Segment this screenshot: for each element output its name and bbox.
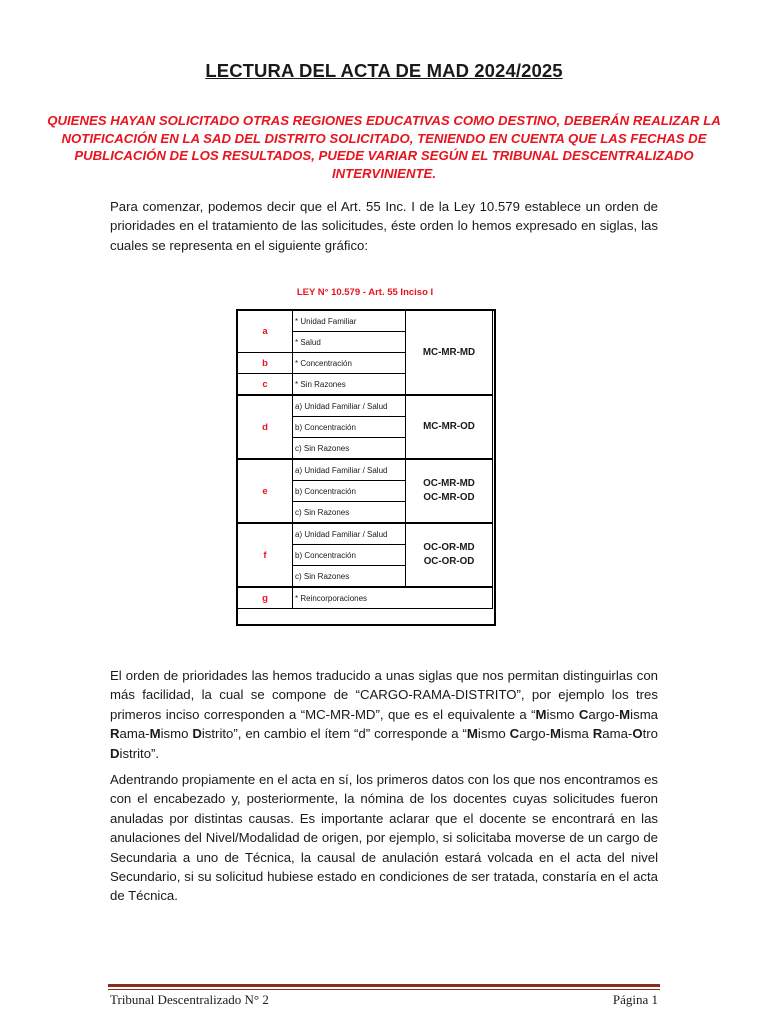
bold-initial: O [632, 726, 643, 742]
item-cell: c) Sin Razones [293, 438, 406, 460]
text-span: isma [630, 706, 659, 722]
text-span: tro [642, 726, 658, 742]
bold-initial: C [509, 726, 520, 742]
text-span: El orden de prioridades las hemos traducido a unas siglas que nos permitan distinguirlas con más facilidad, la cual se compone de “CARGO-RAMA-DISTRITO”, por ejemplo los tres primeros inciso corresponden a “MC-MR-MD”, que es el equivalente a “ [110, 668, 658, 722]
code-line: OC-MR-MD [423, 478, 475, 489]
item-cell: * Salud [293, 332, 406, 353]
item-cell: a) Unidad Familiar / Salud [293, 523, 406, 545]
text-span: istrito”. [119, 745, 160, 761]
code-line: OC-MR-OD [423, 492, 475, 503]
priority-table [237, 310, 493, 609]
item-cell: c) Sin Razones [293, 502, 406, 524]
item-cell: * Concentración [293, 353, 406, 374]
code-cell [406, 459, 493, 523]
text-span: ismo [477, 726, 510, 742]
text-span: ama- [602, 726, 633, 742]
item-cell: b) Concentración [293, 545, 406, 566]
bold-initial: M [535, 706, 547, 722]
acronym-paragraph [110, 666, 658, 763]
bold-initial: M [619, 706, 631, 722]
text-span: istrito”, en cambio el ítem “d” corresponde a “ [201, 726, 467, 742]
code-line: OC-OR-MD [423, 542, 475, 553]
table-row [238, 311, 493, 332]
footer-rule-thin [108, 989, 660, 990]
item-cell: * Sin Razones [293, 374, 406, 396]
footer-rule-thick [108, 984, 660, 987]
notice-text: QUIENES HAYAN SOLICITADO OTRAS REGIONES EDUCATIVAS COMO DESTINO, DEBERÁN REALIZAR LA NOTIFICACIÓN EN LA SAD DEL DISTRITO SOLICITADO, TENIENDO EN CUENTA QUE LAS FECHAS DE PUBLICACIÓN DE LOS RESULTADOS, PUEDE VARIAR SEGÚN EL TRIBUNAL DESCENTRALIZADO INTERVINIENTE. [47, 113, 721, 181]
code-cell [406, 523, 493, 587]
item-cell: * Unidad Familiar [293, 311, 406, 332]
item-cell: b) Concentración [293, 481, 406, 502]
text-span: argo- [588, 706, 620, 722]
bold-initial: D [110, 745, 120, 761]
item-cell: a) Unidad Familiar / Salud [293, 395, 406, 417]
acta-paragraph: Adentrando propiamente en el acta en sí, los primeros datos con los que nos encontramos es con el encabezado y, posteriormente, la nómina de los docentes cuyas solicitudes fueron anuladas por distintas causas. Es importante aclarar que el docente se encontrará en las anulaciones del Nivel/Modalidad de origen, por ejemplo, si solicitaba moverse de un cargo de Secundaria a uno de Técnica, la causal de anulación estará volcada en el acta del nivel Secundario, si su solicitud hubiese estado en condiciones de ser tratada, constaría en el acta de Técnica. [110, 772, 658, 904]
letter-cell: f [238, 523, 293, 587]
page-title: LECTURA DEL ACTA DE MAD 2024/2025 [205, 60, 563, 81]
letter-cell: c [238, 374, 293, 396]
bold-initial: R [592, 726, 603, 742]
bold-initial: R [110, 726, 120, 742]
code-cell: MC-MR-MD [406, 311, 493, 396]
text-span: argo- [519, 726, 550, 742]
bold-initial: M [149, 726, 161, 742]
table-row [238, 523, 493, 545]
text-span: ismo [160, 726, 193, 742]
item-cell: b) Concentración [293, 417, 406, 438]
code-line: OC-OR-OD [423, 556, 475, 567]
letter-cell: g [238, 587, 293, 609]
code-cell: MC-MR-OD [406, 395, 493, 459]
bold-initial: M [550, 726, 561, 742]
item-cell: c) Sin Razones [293, 566, 406, 588]
letter-cell: e [238, 459, 293, 523]
footer-page-number: Página 1 [612, 992, 658, 1007]
item-cell: a) Unidad Familiar / Salud [293, 459, 406, 481]
letter-cell: a [238, 311, 293, 353]
letter-cell: d [238, 395, 293, 459]
bold-initial: D [192, 726, 202, 742]
text-span: isma [561, 726, 593, 742]
figure-title: LEY N° 10.579 - Art. 55 Inciso I [296, 287, 434, 298]
table-row [238, 459, 493, 481]
item-cell: * Reincorporaciones [293, 587, 493, 609]
table-row [238, 587, 493, 609]
text-span: ama- [119, 726, 150, 742]
letter-cell: b [238, 353, 293, 374]
intro-paragraph: Para comenzar, podemos decir que el Art. 55 Inc. I de la Ley 10.579 establece un orden de prioridades en el tratamiento de las solicitudes, éste orden lo hemos expresado en siglas, las cuales se representa en el siguiente gráfico: [110, 199, 658, 253]
bold-initial: C [578, 706, 589, 722]
bold-initial: M [466, 726, 478, 742]
footer-tribunal: Tribunal Descentralizado N° 2 [110, 992, 269, 1007]
table-row [238, 395, 493, 417]
text-span: ismo [546, 706, 579, 722]
